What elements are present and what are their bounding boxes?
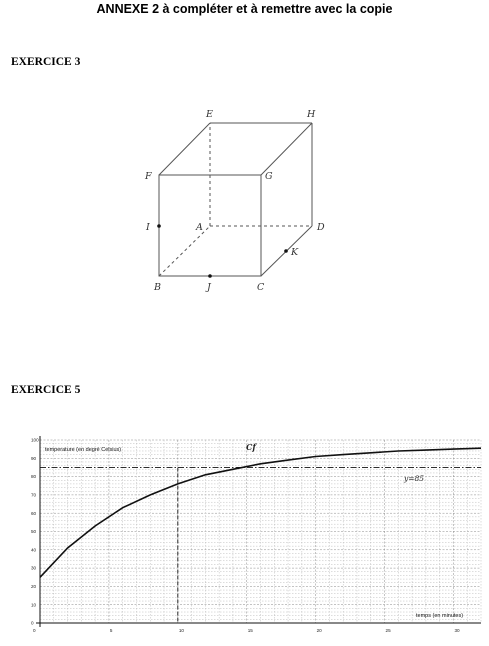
asymptote-label: y=85 <box>404 474 425 483</box>
x-tick-label: 10 <box>178 628 184 633</box>
y-axis-title: temperature (en degré Celsius) <box>45 447 122 453</box>
vertex-label-e: E <box>206 109 213 120</box>
vertex-label-h: H <box>307 109 316 120</box>
x-tick-label: 0 <box>33 628 36 633</box>
x-tick-label: 30 <box>454 628 460 633</box>
y-tick-label: 70 <box>31 492 37 498</box>
page-title: ANNEXE 2 à compléter et à remettre avec la copie <box>96 2 393 16</box>
vertex-label-g: G <box>265 171 273 182</box>
y-tick-label: 50 <box>31 529 37 535</box>
vertex-label-b: B <box>154 282 161 293</box>
vertex-label-a: A <box>196 222 203 233</box>
y-tick-label: 100 <box>31 437 39 443</box>
y-tick-label: 80 <box>31 474 37 480</box>
x-tick-label: 20 <box>316 628 322 633</box>
x-tick-label: 15 <box>247 628 253 633</box>
curve-label-cf: Cf <box>246 442 256 452</box>
vertex-label-j: J <box>207 282 211 293</box>
y-tick-label: 30 <box>31 565 37 571</box>
exercise-3-heading: EXERCICE 3 <box>11 56 81 68</box>
vertex-label-i: I <box>146 222 150 233</box>
y-tick-label: 10 <box>31 602 37 608</box>
vertex-label-c: C <box>257 282 265 293</box>
y-tick-label: 90 <box>31 455 37 461</box>
vertex-label-k: K <box>291 247 299 258</box>
vertex-label-f: F <box>145 171 152 182</box>
y-tick-label: 60 <box>31 510 37 516</box>
y-tick-label: 20 <box>31 584 37 589</box>
x-tick-label: 25 <box>385 628 391 633</box>
x-tick-label: 5 <box>109 628 113 633</box>
exercise-5-heading: EXERCICE 5 <box>11 384 81 396</box>
y-tick-label: 40 <box>31 547 37 553</box>
vertex-label-d: D <box>317 222 325 233</box>
y-tick-label: 0 <box>31 620 34 626</box>
x-axis-title: temps (en minutes) <box>416 613 464 619</box>
